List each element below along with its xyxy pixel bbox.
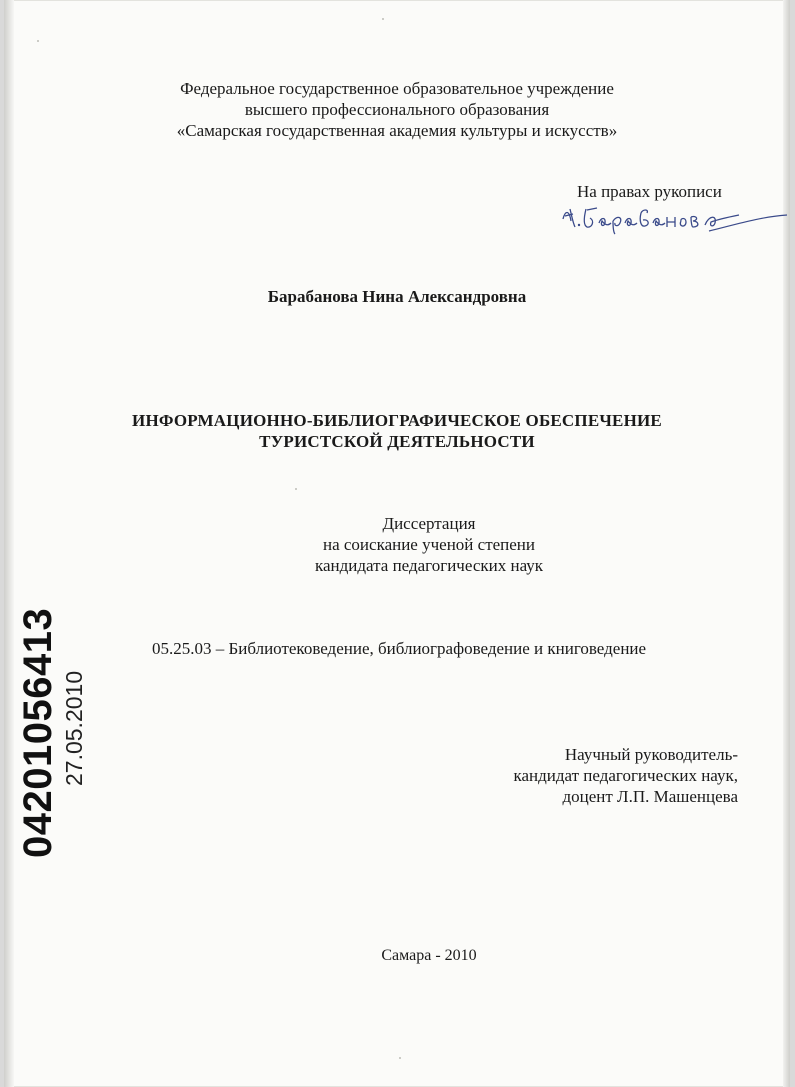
- institution-line-1: Федеральное государственное образовательное учреждение: [180, 79, 614, 98]
- supervisor-block: [513, 744, 738, 807]
- dissertation-title: [4, 410, 790, 452]
- city-year: Самара - 2010: [381, 947, 477, 964]
- signature: [559, 201, 789, 235]
- scan-speck: [399, 1057, 401, 1059]
- scan-speck: [37, 40, 39, 42]
- supervisor-line-1: Научный руководитель-: [564, 745, 738, 764]
- scan-edge-left: [4, 0, 14, 1087]
- scan-speck: [382, 18, 384, 20]
- dissertation-line-3: кандидата педагогических наук: [314, 556, 544, 575]
- institution-line-3: «Самарская государственная академия культуры и искусств»: [176, 121, 618, 140]
- dissertation-line-2: на соискание ученой степени: [322, 535, 536, 554]
- dissertation-type-block: [36, 513, 790, 576]
- supervisor-line-2: кандидат педагогических наук,: [513, 766, 738, 785]
- institution-line-2: высшего профессионального образования: [244, 100, 550, 119]
- title-line-1: ИНФОРМАЦИОННО-БИБЛИОГРАФИЧЕСКОЕ ОБЕСПЕЧЕНИЕ: [132, 411, 662, 430]
- institution-block: [4, 78, 790, 141]
- supervisor-line-3: доцент Л.П. Машенцева: [562, 787, 738, 806]
- library-stamp: [18, 608, 87, 858]
- scan-speck: [295, 488, 297, 490]
- manuscript-rights: На правах рукописи: [577, 182, 722, 201]
- title-line-2: ТУРИСТСКОЙ ДЕЯТЕЛЬНОСТИ: [259, 432, 535, 451]
- dissertation-line-1: Диссертация: [382, 514, 476, 533]
- document-page: [4, 0, 790, 1087]
- stamp-date: 27.05.2010: [61, 670, 87, 786]
- author-name: Барабанова Нина Александровна: [267, 287, 527, 306]
- specialty-code: 05.25.03 – Библиотековедение, библиографоведение и книговедение: [152, 639, 647, 658]
- stamp-number: 04201056413: [16, 607, 60, 858]
